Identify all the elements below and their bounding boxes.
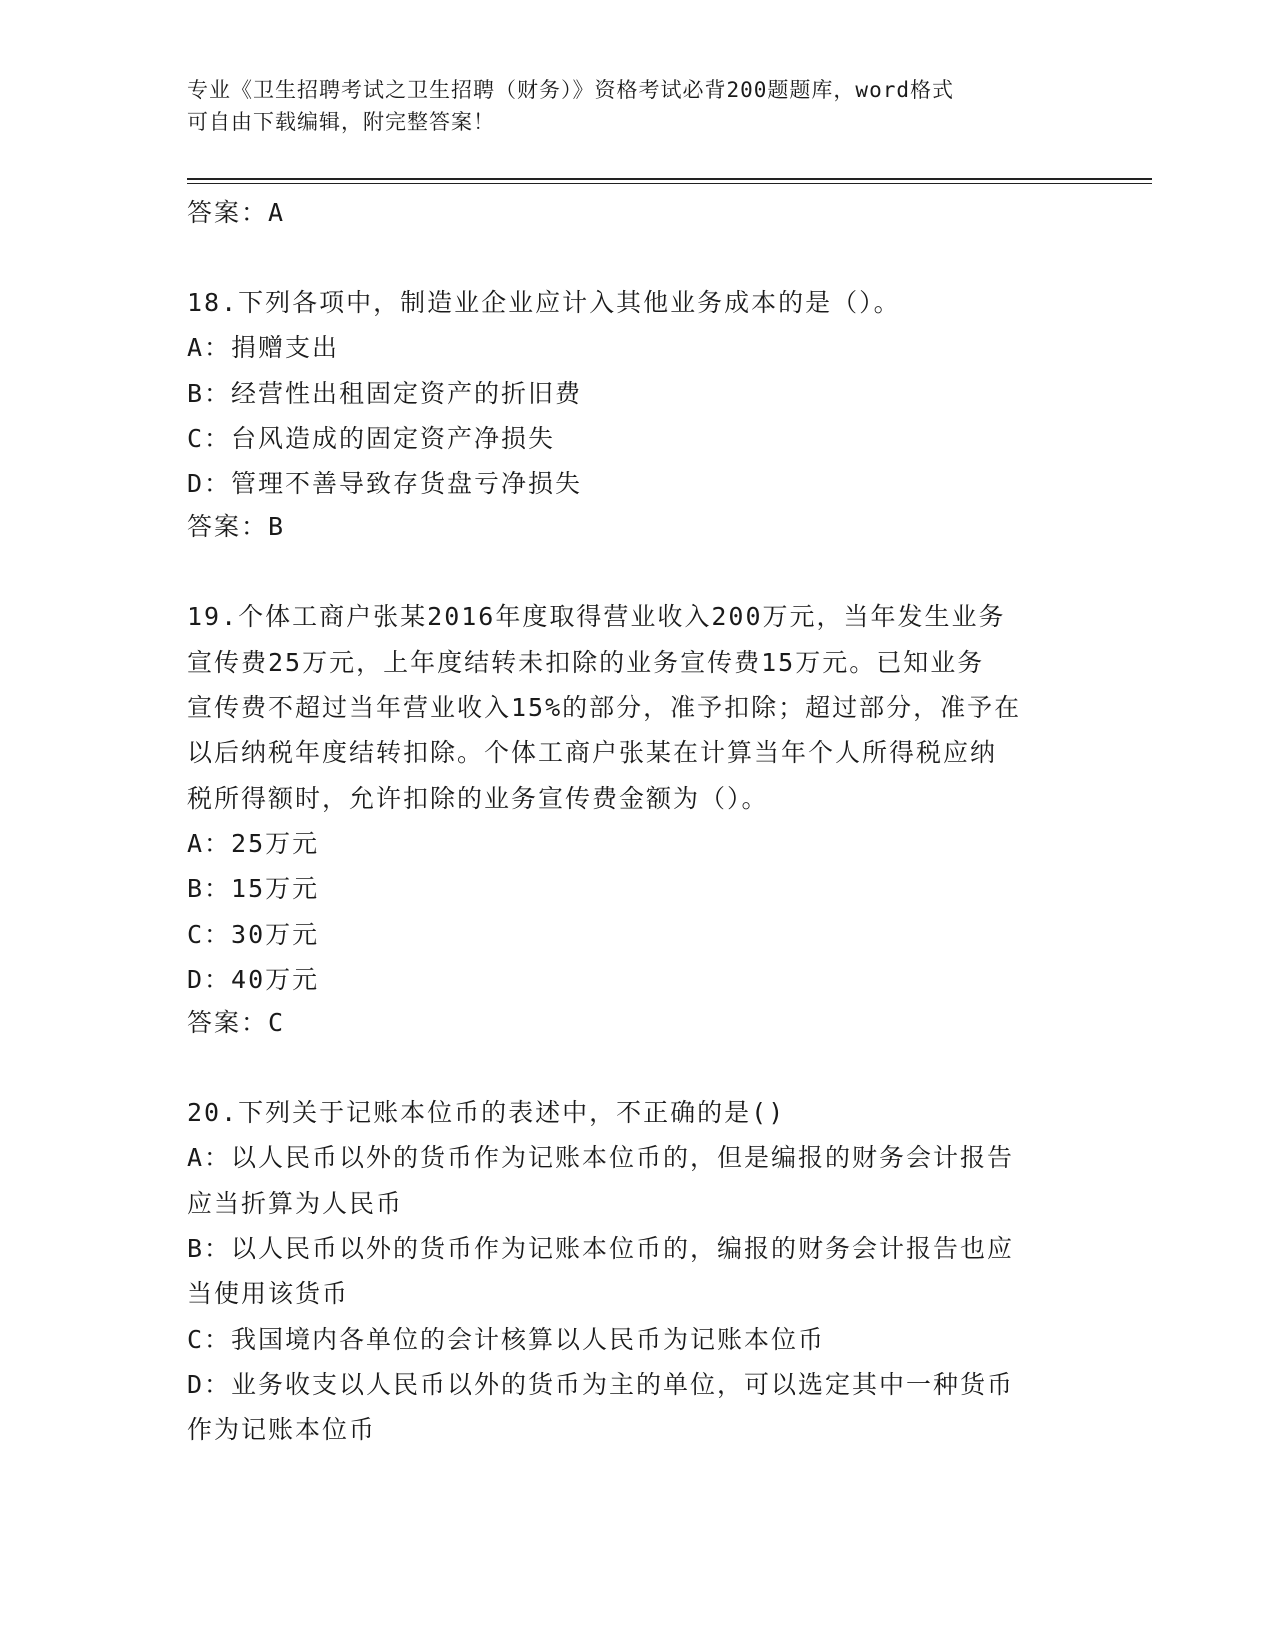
question-text-line: 以后纳税年度结转扣除。个体工商户张某在计算当年个人所得税应纳	[187, 738, 998, 768]
question-text-line: 宣传费25万元，上年度结转未扣除的业务宣传费15万元。已知业务	[187, 647, 985, 677]
header-rule-thick	[187, 178, 1152, 180]
option-b-line: B：以人民币以外的货币作为记账本位币的，编报的财务会计报告也应	[187, 1234, 1015, 1264]
option-a: A：捐赠支出	[187, 333, 340, 363]
question-18	[187, 280, 1087, 548]
option-b-line: 当使用该货币	[187, 1279, 350, 1309]
answer-line: 答案：A	[187, 198, 286, 227]
question-text-line: 税所得额时，允许扣除的业务宣传费金额为（）。	[187, 783, 769, 813]
option-a-line: 应当折算为人民币	[187, 1188, 404, 1218]
option-c: C：台风造成的固定资产净损失	[187, 423, 556, 453]
answer-line: 答案：B	[187, 512, 286, 542]
header-line-1: 专业《卫生招聘考试之卫生招聘（财务）》资格考试必背200题题库，word格式	[187, 78, 954, 102]
header-line-2: 可自由下载编辑，附完整答案！	[187, 110, 495, 134]
answer-line: 答案：C	[187, 1008, 286, 1038]
option-d-line: 作为记账本位币	[187, 1415, 377, 1445]
option-a: A：25万元	[187, 828, 320, 858]
option-c: C：30万元	[187, 919, 320, 949]
question-text-line: 宣传费不超过当年营业收入15%的部分，准予扣除；超过部分，准予在	[187, 693, 1022, 723]
option-d: D：管理不善导致存货盘亏净损失	[187, 469, 583, 499]
option-d: D：40万元	[187, 964, 320, 994]
document-header	[187, 74, 1087, 138]
spacer	[187, 1044, 1087, 1090]
option-d-line: D：业务收支以人民币以外的货币为主的单位，可以选定其中一种货币	[187, 1369, 1015, 1399]
option-c-line: C：我国境内各单位的会计核算以人民币为记账本位币	[187, 1324, 826, 1354]
question-text: 18.下列各项中，制造业企业应计入其他业务成本的是（）。	[187, 288, 901, 317]
question-list	[187, 192, 1087, 1453]
option-b: B：15万元	[187, 874, 320, 904]
spacer	[187, 548, 1087, 594]
question-text: 20.下列关于记账本位币的表述中，不正确的是()	[187, 1098, 786, 1128]
question-text-line: 19.个体工商户张某2016年度取得营业收入200万元，当年发生业务	[187, 602, 1006, 632]
question-20	[187, 1090, 1087, 1452]
header-rule-thin	[187, 183, 1152, 184]
spacer	[187, 234, 1087, 280]
option-a-line: A：以人民币以外的货币作为记账本位币的，但是编报的财务会计报告	[187, 1143, 1015, 1173]
question-19	[187, 594, 1087, 1044]
option-b: B：经营性出租固定资产的折旧费	[187, 378, 583, 408]
